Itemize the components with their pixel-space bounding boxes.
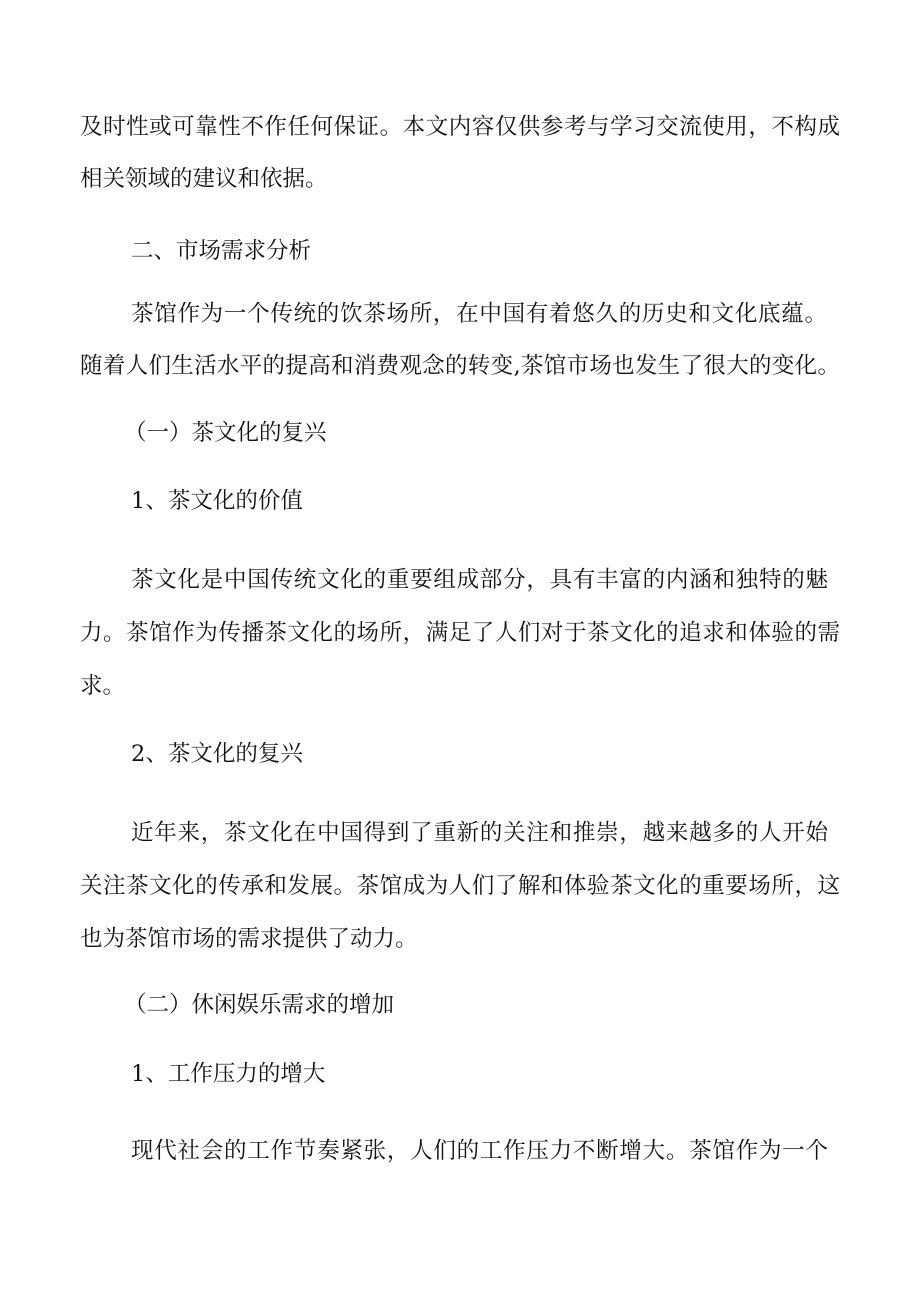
section-heading: 二、市场需求分析 xyxy=(131,238,312,264)
item-heading: 2、茶文化的复兴 xyxy=(131,741,303,767)
subsection-heading: （二）休闲娱乐需求的增加 xyxy=(124,992,395,1018)
paragraph-line: 相关领域的建议和依据。 xyxy=(80,166,328,192)
paragraph-line: 及时性或可靠性不作任何保证。本文内容仅供参考与学习交流使用，不构成 xyxy=(80,114,840,140)
item-heading: 1、茶文化的价值 xyxy=(131,488,303,514)
paragraph-line: 求。 xyxy=(80,673,126,699)
paragraph-line: 也为茶馆市场的需求提供了动力。 xyxy=(80,926,418,952)
paragraph-line: 关注茶文化的传承和发展。茶馆成为人们了解和体验茶文化的重要场所，这 xyxy=(80,873,840,899)
paragraph-line: 茶文化是中国传统文化的重要组成部分，具有丰富的内涵和独特的魅 xyxy=(131,567,828,593)
paragraph-line: 茶馆作为一个传统的饮茶场所，在中国有着悠久的历史和文化底蕴。 xyxy=(131,301,827,327)
paragraph-line: 随着人们生活水平的提高和消费观念的转变,茶馆市场也发生了很大的变化。 xyxy=(80,353,840,379)
paragraph-line: 现代社会的工作节奏紧张，人们的工作压力不断增大。茶馆作为一个 xyxy=(131,1138,828,1164)
paragraph-line: 力。茶馆作为传播茶文化的场所，满足了人们对于茶文化的追求和体验的需 xyxy=(80,620,840,646)
subsection-heading: （一）茶文化的复兴 xyxy=(124,420,327,446)
item-heading: 1、工作压力的增大 xyxy=(131,1061,326,1087)
paragraph-line: 近年来，茶文化在中国得到了重新的关注和推崇，越来越多的人开始 xyxy=(131,820,828,846)
